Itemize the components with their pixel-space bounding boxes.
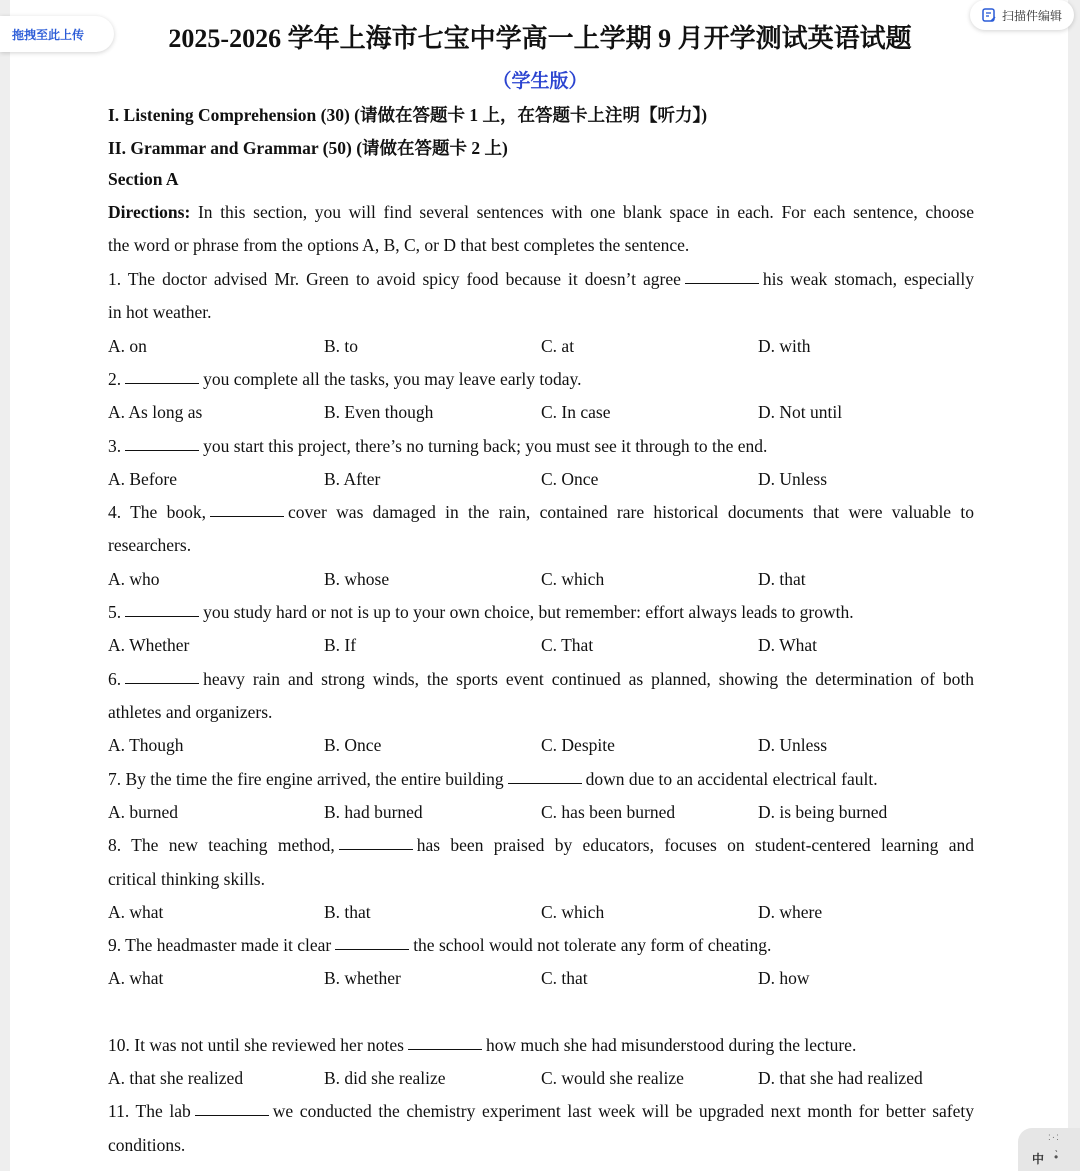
option-1-c: C. at	[541, 336, 575, 356]
option-6-b: B. Once	[324, 735, 382, 755]
directions-line-1	[108, 202, 974, 223]
option-7-c: C. has been burned	[541, 802, 676, 822]
option-1-d: D. with	[758, 336, 811, 356]
question-4-cont: researchers.	[108, 535, 192, 555]
question-9-stem: 9. The headmaster made it clear	[108, 935, 332, 955]
option-7-a: A. burned	[108, 802, 178, 822]
answer-blank	[125, 615, 199, 617]
question-7-stem-end: down due to an accidental electrical fault.	[585, 769, 878, 789]
question-2-stem: 2.	[108, 369, 122, 389]
question-6	[108, 669, 974, 690]
option-4-a: A. who	[108, 569, 160, 589]
question-1-stem: 1. The doctor advised Mr. Green to avoid spicy food because it doesn’t agree	[108, 269, 681, 289]
option-5-d: D. What	[758, 635, 817, 655]
option-9-a: A. what	[108, 968, 164, 988]
option-7-d: D. is being burned	[758, 802, 888, 822]
answer-blank	[125, 449, 199, 451]
question-4-stem: 4. The book,	[108, 502, 206, 522]
question-8	[108, 835, 974, 856]
option-5-c: C. That	[541, 635, 594, 655]
option-4-d: D. that	[758, 569, 806, 589]
question-11-stem: 11. The lab	[108, 1101, 191, 1121]
answer-blank	[685, 282, 759, 284]
option-9-b: B. whether	[324, 968, 401, 988]
answer-blank	[195, 1114, 269, 1116]
exam-subtitle: （学生版）	[492, 71, 588, 92]
question-1-cont: in hot weather.	[108, 302, 212, 322]
upload-label: 拖拽至此上传	[12, 27, 85, 42]
question-9-stem-end: the school would not tolerate any form of cheating.	[413, 935, 772, 955]
option-7-b: B. had burned	[324, 802, 423, 822]
question-3-stem: 3.	[108, 436, 122, 456]
option-8-c: C. which	[541, 902, 605, 922]
ime-punctuation-toggle[interactable]: •̀	[1054, 1150, 1059, 1164]
option-10-a: A. that she realized	[108, 1068, 244, 1088]
exam-title: 2025-2026 学年上海市七宝中学高一上学期 9 月开学测试英语试题	[168, 24, 912, 53]
question-5	[108, 602, 854, 623]
question-10	[108, 1035, 856, 1056]
answer-blank	[408, 1048, 482, 1050]
question-3	[108, 436, 767, 457]
question-6-stem-end: heavy rain and strong winds, the sports event continued as planned, showing the determination of both	[203, 669, 974, 689]
option-4-b: B. whose	[324, 569, 390, 589]
question-10-stem: 10. It was not until she reviewed her notes	[108, 1035, 404, 1055]
option-5-a: A. Whether	[108, 635, 190, 655]
question-3-stem-end: you start this project, there’s no turning back; you must see it through to the end.	[203, 436, 768, 456]
question-11-stem-end: we conducted the chemistry experiment last week will be upgraded next month for better safety	[272, 1101, 974, 1121]
question-11	[108, 1101, 974, 1122]
answer-blank	[125, 682, 199, 684]
question-2	[108, 369, 582, 390]
option-2-d: D. Not until	[758, 402, 843, 422]
question-5-stem: 5.	[108, 602, 122, 622]
question-4	[108, 502, 974, 523]
question-7	[108, 769, 878, 790]
option-5-b: B. If	[324, 635, 357, 655]
option-2-c: C. In case	[541, 402, 611, 422]
option-1-a: A. on	[108, 336, 147, 356]
ime-drag-handle-icon[interactable]: :·:	[1048, 1132, 1060, 1143]
question-6-cont: athletes and organizers.	[108, 702, 273, 722]
option-10-b: B. did she realize	[324, 1068, 446, 1088]
answer-blank	[335, 948, 409, 950]
option-10-c: C. would she realize	[541, 1068, 684, 1088]
question-8-stem: 8. The new teaching method,	[108, 835, 335, 855]
option-6-a: A. Though	[108, 735, 184, 755]
question-9	[108, 935, 771, 956]
section-heading: Section A	[108, 169, 179, 189]
directions-text-1: In this section, you will find several sentences with one blank space in each. For each sentence, choose	[190, 202, 974, 222]
answer-blank	[210, 515, 284, 517]
option-8-b: B. that	[324, 902, 371, 922]
question-2-stem-end: you complete all the tasks, you may leave early today.	[203, 369, 582, 389]
answer-blank	[508, 782, 582, 784]
directions-line-2: the word or phrase from the options A, B, C, or D that best completes the sentence.	[108, 235, 690, 255]
scan-edit-icon	[982, 8, 996, 22]
question-1-stem-end: his weak stomach, especially	[762, 269, 975, 289]
question-10-stem-end: how much she had misunderstood during the lecture.	[485, 1035, 857, 1055]
option-9-c: C. that	[541, 968, 588, 988]
question-8-stem-end: has been praised by educators, focuses on student-centered learning and	[416, 835, 974, 855]
part-one-heading: I. Listening Comprehension (30) (请做在答题卡 1 上，在答题卡上注明【听力】)	[108, 105, 708, 125]
option-2-b: B. Even though	[324, 402, 434, 422]
option-3-a: A. Before	[108, 469, 178, 489]
answer-blank	[339, 848, 413, 850]
question-5-stem-end: you study hard or not is up to your own choice, but remember: effort always leads to growth.	[203, 602, 854, 622]
upload-button[interactable]	[0, 16, 114, 52]
question-7-stem: 7. By the time the fire engine arrived, the entire building	[108, 769, 504, 789]
question-4-stem-end: cover was damaged in the rain, contained rare historical documents that were valuable to	[288, 502, 974, 522]
option-4-c: C. which	[541, 569, 605, 589]
part-two-heading: II. Grammar and Grammar (50) (请做在答题卡 2 上)	[108, 138, 508, 158]
scan-edit-button[interactable]	[970, 0, 1074, 30]
option-8-d: D. where	[758, 902, 823, 922]
ime-language-toggle[interactable]: 中	[1032, 1152, 1045, 1166]
question-8-cont: critical thinking skills.	[108, 869, 265, 889]
option-3-b: B. After	[324, 469, 381, 489]
option-8-a: A. what	[108, 902, 164, 922]
option-10-d: D. that she had realized	[758, 1068, 923, 1088]
option-9-d: D. how	[758, 968, 810, 988]
ime-toolbar[interactable]	[1018, 1128, 1080, 1171]
scan-edit-label: 扫描件编辑	[1002, 8, 1063, 23]
question-11-cont: conditions.	[108, 1135, 186, 1155]
option-2-a: A. As long as	[108, 402, 203, 422]
option-3-d: D. Unless	[758, 469, 828, 489]
option-6-c: C. Despite	[541, 735, 615, 755]
answer-blank	[125, 382, 199, 384]
option-3-c: C. Once	[541, 469, 599, 489]
option-1-b: B. to	[324, 336, 359, 356]
question-1	[108, 269, 974, 290]
question-6-stem: 6.	[108, 669, 122, 689]
option-6-d: D. Unless	[758, 735, 828, 755]
directions-label: Directions:	[108, 202, 191, 222]
